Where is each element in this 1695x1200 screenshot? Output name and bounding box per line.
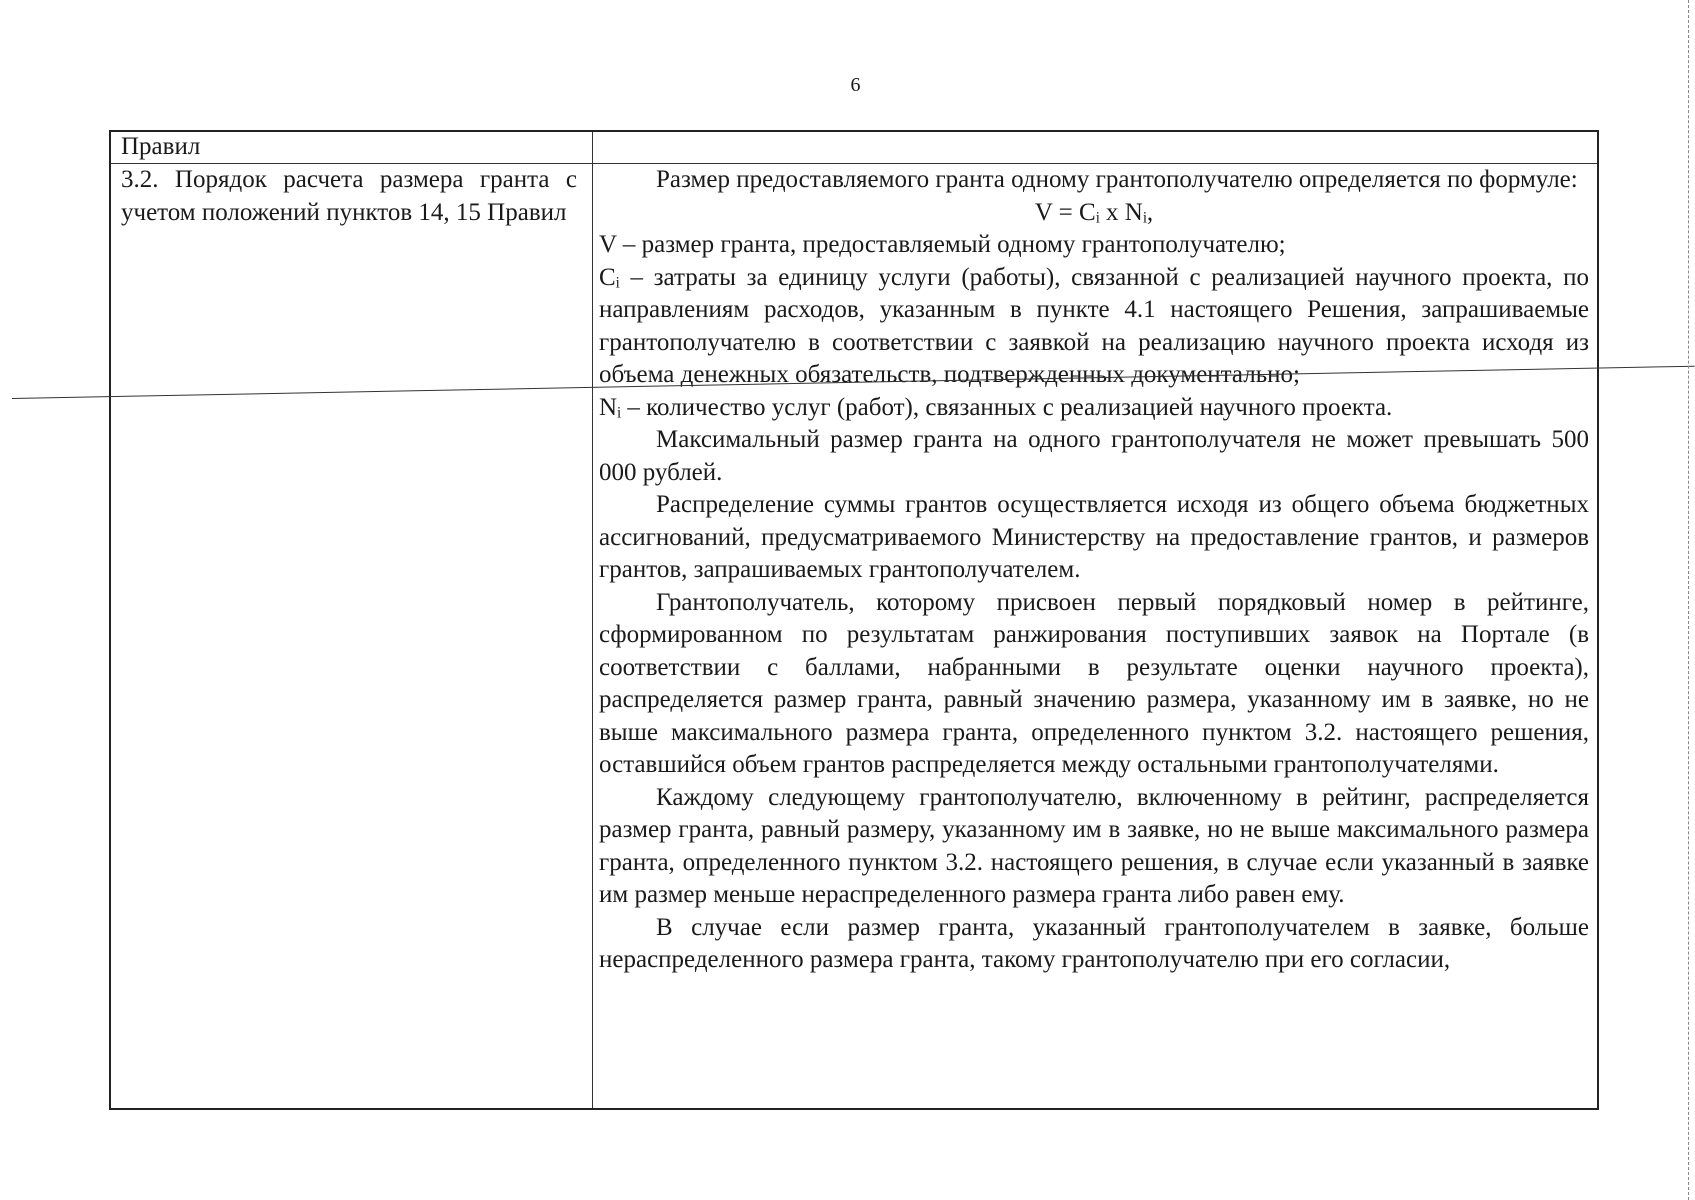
paragraph: Максимальный размер гранта на одного грантополучателя не может превышать 500 000 рублей. xyxy=(599,426,1589,486)
paragraph: Каждому следующему грантополучателю, включенному в рейтинг, распределяется размер гранта, равный размеру, указанному им в заявке, но не выше максимального размера гранта, определенного пунктом 3.2. настоящего решения, в случае если указанный в заявке им размер меньше нераспределенного размера гранта либо равен ему. xyxy=(599,783,1589,908)
paragraph: Nᵢ – количество услуг (работ), связанных с реализацией научного проекта. xyxy=(599,393,1393,421)
paragraph: Размер предоставляемого гранта одному грантополучателю определяется по формуле: xyxy=(656,166,1578,193)
scan-artifact-dash xyxy=(1688,0,1689,1200)
column-divider xyxy=(592,132,593,1108)
paragraph: V – размер гранта, предоставляемый одному грантополучателю; xyxy=(599,231,1286,258)
row-left-cell: 3.2. Порядок расчета размера гранта с учетом положений пунктов 14, 15 Правил xyxy=(121,166,577,226)
header-left-cell: Правил xyxy=(121,133,201,160)
document-table xyxy=(109,130,1599,1110)
paragraph: Грантополучатель, которому присвоен первый порядковый номер в рейтинге, сформированном по результатам ранжирования поступивших заявок на Портале (в соответствии с баллами, набранными в результате оценки научного проекта), распределяется размер гранта, равный значению размера, указанному им в заявке, но не выше максимального размера гранта, определенного пунктом 3.2. настоящего решения, оставшийся объем грантов распределяется между остальными грантополучателями. xyxy=(599,588,1589,778)
paragraph: Распределение суммы грантов осуществляется исходя из общего объема бюджетных ассигнований, предусматриваемого Министерству на предоставление грантов, и размеров грантов, запрашиваемых грантополучателем. xyxy=(599,491,1589,583)
page-number: 6 xyxy=(850,74,861,96)
table-header-row xyxy=(111,132,1597,164)
formula: V = Cᵢ x Nᵢ, xyxy=(1034,198,1154,226)
paragraph: В случае если размер гранта, указанный грантополучателем в заявке, больше нераспределенного размера гранта, такому грантополучателю при его согласии, xyxy=(599,913,1589,973)
row-right-cell xyxy=(599,164,1589,977)
paragraph: Cᵢ – затраты за единицу услуги (работы), связанной с реализацией научного проекта, по направлениям расходов, указанным в пункте 4.1 настоящего Решения, запрашиваемые грантополучателю в соответствии с заявкой на реализацию научного проекта исходя из объема денежных обязательств, подтвержденных документально; xyxy=(599,263,1589,388)
